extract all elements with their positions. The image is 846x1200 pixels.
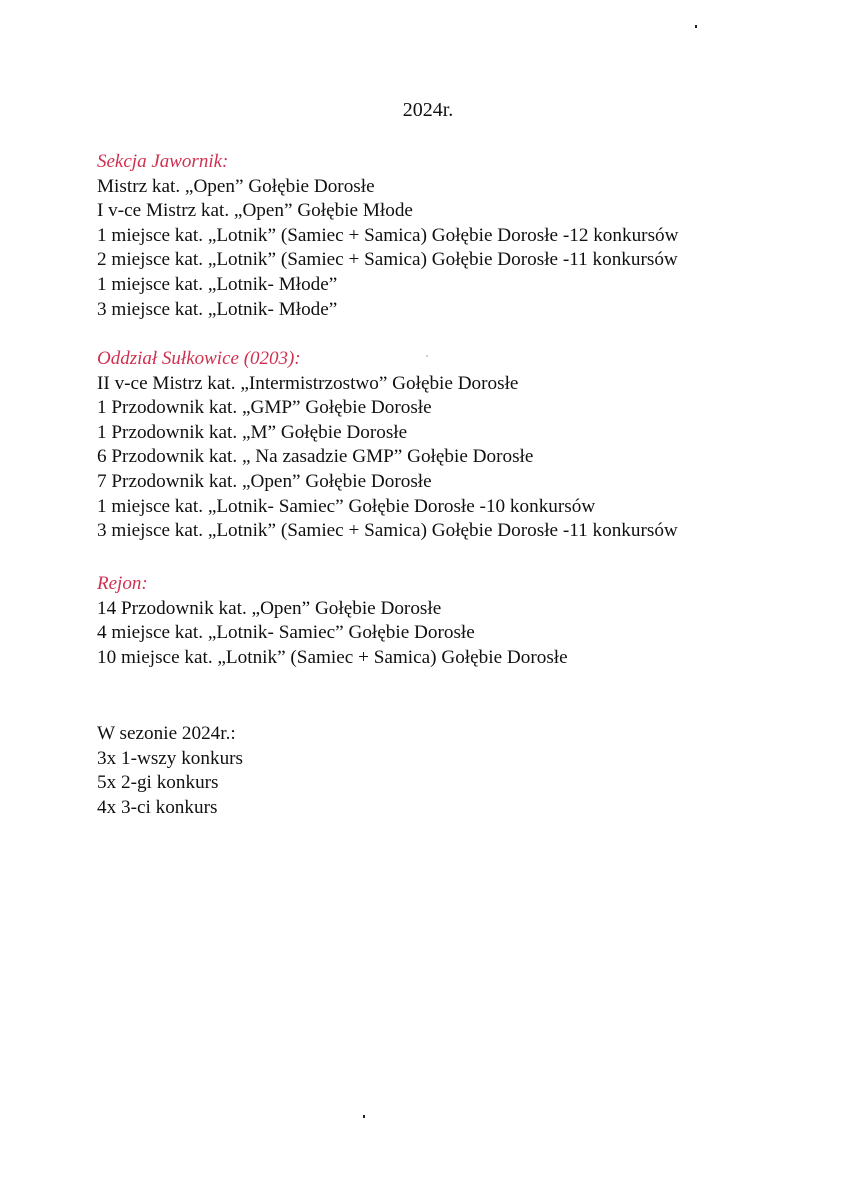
list-item: 10 miejsce kat. „Lotnik” (Samiec + Samica) Gołębie Dorosłe	[97, 646, 568, 668]
section-oddzial-sulkowice	[97, 347, 678, 544]
list-item: 1 miejsce kat. „Lotnik- Młode”	[97, 273, 338, 295]
list-item: 14 Przodownik kat. „Open” Gołębie Dorosłe	[97, 597, 442, 619]
season-heading: W sezonie 2024r.:	[97, 723, 236, 744]
section-heading: Sekcja Jawornik:	[97, 151, 229, 172]
scan-speck	[363, 1115, 365, 1118]
list-item: 1 miejsce kat. „Lotnik” (Samiec + Samica) Gołębie Dorosłe -12 konkursów	[97, 224, 679, 246]
list-item: 4 miejsce kat. „Lotnik- Samiec” Gołębie Dorosłe	[97, 622, 475, 644]
scan-speck	[695, 25, 697, 28]
list-item: 2 miejsce kat. „Lotnik” (Samiec + Samica) Gołębie Dorosłe -11 konkursów	[97, 249, 678, 271]
list-item: 3x 1-wszy konkurs	[97, 747, 244, 769]
list-item: 1 Przodownik kat. „M” Gołębie Dorosłe	[97, 421, 408, 443]
document-title-text: 2024r.	[402, 99, 454, 121]
list-item: 3 miejsce kat. „Lotnik” (Samiec + Samica) Gołębie Dorosłe -11 konkursów	[97, 520, 678, 542]
list-item: 7 Przodownik kat. „Open” Gołębie Dorosłe	[97, 470, 432, 492]
list-item: 1 miejsce kat. „Lotnik- Samiec” Gołębie Dorosłe -10 konkursów	[97, 495, 596, 517]
list-item: II v-ce Mistrz kat. „Intermistrzostwo” Gołębie Dorosłe	[97, 372, 519, 394]
section-rejon	[97, 572, 568, 670]
section-season-summary	[97, 722, 243, 820]
section-sekcja-jawornik	[97, 150, 679, 322]
document-title	[0, 98, 846, 122]
section-heading: Rejon:	[97, 573, 148, 594]
list-item: Mistrz kat. „Open” Gołębie Dorosłe	[97, 175, 375, 197]
list-item: 1 Przodownik kat. „GMP” Gołębie Dorosłe	[97, 397, 432, 419]
list-item: 4x 3-ci konkurs	[97, 796, 218, 818]
list-item: 3 miejsce kat. „Lotnik- Młode”	[97, 298, 338, 320]
scan-speck	[426, 355, 428, 357]
list-item: 5x 2-gi konkurs	[97, 772, 219, 794]
list-item: 6 Przodownik kat. „ Na zasadzie GMP” Gołębie Dorosłe	[97, 446, 534, 468]
section-heading: Oddział Sułkowice (0203):	[97, 348, 301, 369]
list-item: I v-ce Mistrz kat. „Open” Gołębie Młode	[97, 200, 413, 222]
